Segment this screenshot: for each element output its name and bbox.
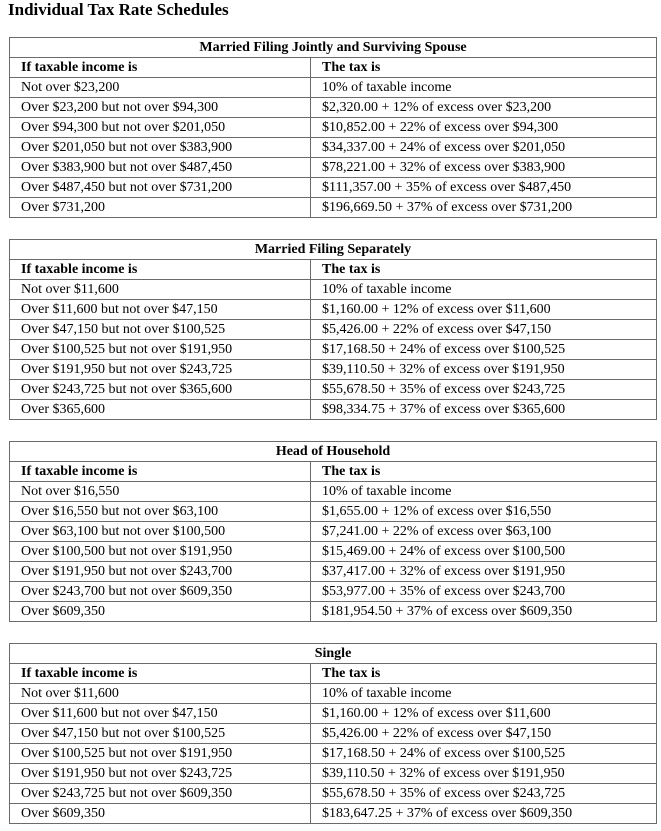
table-row bbox=[10, 542, 657, 562]
income-bracket: Over $16,550 but not over $63,100 bbox=[10, 502, 311, 522]
table-row bbox=[10, 320, 657, 340]
column-header-income: If taxable income is bbox=[10, 58, 311, 78]
table-row bbox=[10, 118, 657, 138]
tax-formula: $98,334.75 + 37% of excess over $365,600 bbox=[311, 400, 657, 420]
table-row bbox=[10, 562, 657, 582]
tax-formula: $17,168.50 + 24% of excess over $100,525 bbox=[311, 340, 657, 360]
table-row bbox=[10, 178, 657, 198]
column-header-tax: The tax is bbox=[311, 58, 657, 78]
column-header-tax: The tax is bbox=[311, 664, 657, 684]
schedule-title: Single bbox=[10, 644, 657, 664]
income-bracket: Over $609,350 bbox=[10, 602, 311, 622]
income-bracket: Over $23,200 but not over $94,300 bbox=[10, 98, 311, 118]
schedule-table-head-of-household bbox=[9, 441, 657, 622]
table-row bbox=[10, 400, 657, 420]
table-row bbox=[10, 78, 657, 98]
income-bracket: Over $191,950 but not over $243,725 bbox=[10, 764, 311, 784]
tax-formula: $181,954.50 + 37% of excess over $609,350 bbox=[311, 602, 657, 622]
schedule-table-single bbox=[9, 643, 657, 824]
tax-formula: $55,678.50 + 35% of excess over $243,725 bbox=[311, 784, 657, 804]
tax-formula: $17,168.50 + 24% of excess over $100,525 bbox=[311, 744, 657, 764]
income-bracket: Not over $23,200 bbox=[10, 78, 311, 98]
tax-formula: $2,320.00 + 12% of excess over $23,200 bbox=[311, 98, 657, 118]
tax-formula: $7,241.00 + 22% of excess over $63,100 bbox=[311, 522, 657, 542]
income-bracket: Not over $11,600 bbox=[10, 684, 311, 704]
tax-formula: $196,669.50 + 37% of excess over $731,200 bbox=[311, 198, 657, 218]
tax-formula: $5,426.00 + 22% of excess over $47,150 bbox=[311, 724, 657, 744]
tax-formula: $34,337.00 + 24% of excess over $201,050 bbox=[311, 138, 657, 158]
table-row bbox=[10, 522, 657, 542]
schedule-title: Married Filing Separately bbox=[10, 240, 657, 260]
table-row bbox=[10, 744, 657, 764]
income-bracket: Over $243,700 but not over $609,350 bbox=[10, 582, 311, 602]
tax-formula: $1,160.00 + 12% of excess over $11,600 bbox=[311, 704, 657, 724]
tax-formula: $183,647.25 + 37% of excess over $609,350 bbox=[311, 804, 657, 824]
column-header-tax: The tax is bbox=[311, 260, 657, 280]
schedule-table-married-jointly bbox=[9, 37, 657, 218]
tax-formula: $78,221.00 + 32% of excess over $383,900 bbox=[311, 158, 657, 178]
table-row bbox=[10, 280, 657, 300]
income-bracket: Not over $11,600 bbox=[10, 280, 311, 300]
column-header-income: If taxable income is bbox=[10, 462, 311, 482]
income-bracket: Over $383,900 but not over $487,450 bbox=[10, 158, 311, 178]
income-bracket: Over $201,050 but not over $383,900 bbox=[10, 138, 311, 158]
income-bracket: Over $487,450 but not over $731,200 bbox=[10, 178, 311, 198]
tax-formula: 10% of taxable income bbox=[311, 482, 657, 502]
table-row bbox=[10, 360, 657, 380]
income-bracket: Over $63,100 but not over $100,500 bbox=[10, 522, 311, 542]
tax-formula: $15,469.00 + 24% of excess over $100,500 bbox=[311, 542, 657, 562]
income-bracket: Over $11,600 but not over $47,150 bbox=[10, 300, 311, 320]
tax-formula: $111,357.00 + 35% of excess over $487,450 bbox=[311, 178, 657, 198]
table-row bbox=[10, 198, 657, 218]
income-bracket: Over $365,600 bbox=[10, 400, 311, 420]
tax-formula: $39,110.50 + 32% of excess over $191,950 bbox=[311, 764, 657, 784]
table-row bbox=[10, 764, 657, 784]
income-bracket: Not over $16,550 bbox=[10, 482, 311, 502]
table-row bbox=[10, 380, 657, 400]
income-bracket: Over $47,150 but not over $100,525 bbox=[10, 724, 311, 744]
table-row bbox=[10, 158, 657, 178]
tax-formula: $1,655.00 + 12% of excess over $16,550 bbox=[311, 502, 657, 522]
table-row bbox=[10, 340, 657, 360]
column-header-tax: The tax is bbox=[311, 462, 657, 482]
schedule-table-married-separately bbox=[9, 239, 657, 420]
income-bracket: Over $11,600 but not over $47,150 bbox=[10, 704, 311, 724]
tax-formula: $53,977.00 + 35% of excess over $243,700 bbox=[311, 582, 657, 602]
income-bracket: Over $94,300 but not over $201,050 bbox=[10, 118, 311, 138]
page-title: Individual Tax Rate Schedules bbox=[8, 0, 229, 19]
table-row bbox=[10, 704, 657, 724]
income-bracket: Over $243,725 but not over $609,350 bbox=[10, 784, 311, 804]
tax-formula: $55,678.50 + 35% of excess over $243,725 bbox=[311, 380, 657, 400]
schedule-title: Head of Household bbox=[10, 442, 657, 462]
tax-formula: $5,426.00 + 22% of excess over $47,150 bbox=[311, 320, 657, 340]
tax-formula: 10% of taxable income bbox=[311, 78, 657, 98]
column-header-income: If taxable income is bbox=[10, 664, 311, 684]
tax-formula: $10,852.00 + 22% of excess over $94,300 bbox=[311, 118, 657, 138]
income-bracket: Over $243,725 but not over $365,600 bbox=[10, 380, 311, 400]
income-bracket: Over $609,350 bbox=[10, 804, 311, 824]
table-row bbox=[10, 804, 657, 824]
table-row bbox=[10, 482, 657, 502]
table-row bbox=[10, 602, 657, 622]
income-bracket: Over $47,150 but not over $100,525 bbox=[10, 320, 311, 340]
table-row bbox=[10, 684, 657, 704]
tax-formula: 10% of taxable income bbox=[311, 684, 657, 704]
table-row bbox=[10, 138, 657, 158]
tax-formula: $39,110.50 + 32% of excess over $191,950 bbox=[311, 360, 657, 380]
schedule-title: Married Filing Jointly and Surviving Spouse bbox=[10, 38, 657, 58]
tax-formula: 10% of taxable income bbox=[311, 280, 657, 300]
income-bracket: Over $100,525 but not over $191,950 bbox=[10, 340, 311, 360]
tax-formula: $1,160.00 + 12% of excess over $11,600 bbox=[311, 300, 657, 320]
income-bracket: Over $100,525 but not over $191,950 bbox=[10, 744, 311, 764]
income-bracket: Over $100,500 but not over $191,950 bbox=[10, 542, 311, 562]
table-row bbox=[10, 98, 657, 118]
table-row bbox=[10, 582, 657, 602]
income-bracket: Over $731,200 bbox=[10, 198, 311, 218]
table-row bbox=[10, 724, 657, 744]
table-row bbox=[10, 300, 657, 320]
tax-formula: $37,417.00 + 32% of excess over $191,950 bbox=[311, 562, 657, 582]
column-header-income: If taxable income is bbox=[10, 260, 311, 280]
income-bracket: Over $191,950 but not over $243,725 bbox=[10, 360, 311, 380]
table-row bbox=[10, 784, 657, 804]
table-row bbox=[10, 502, 657, 522]
income-bracket: Over $191,950 but not over $243,700 bbox=[10, 562, 311, 582]
